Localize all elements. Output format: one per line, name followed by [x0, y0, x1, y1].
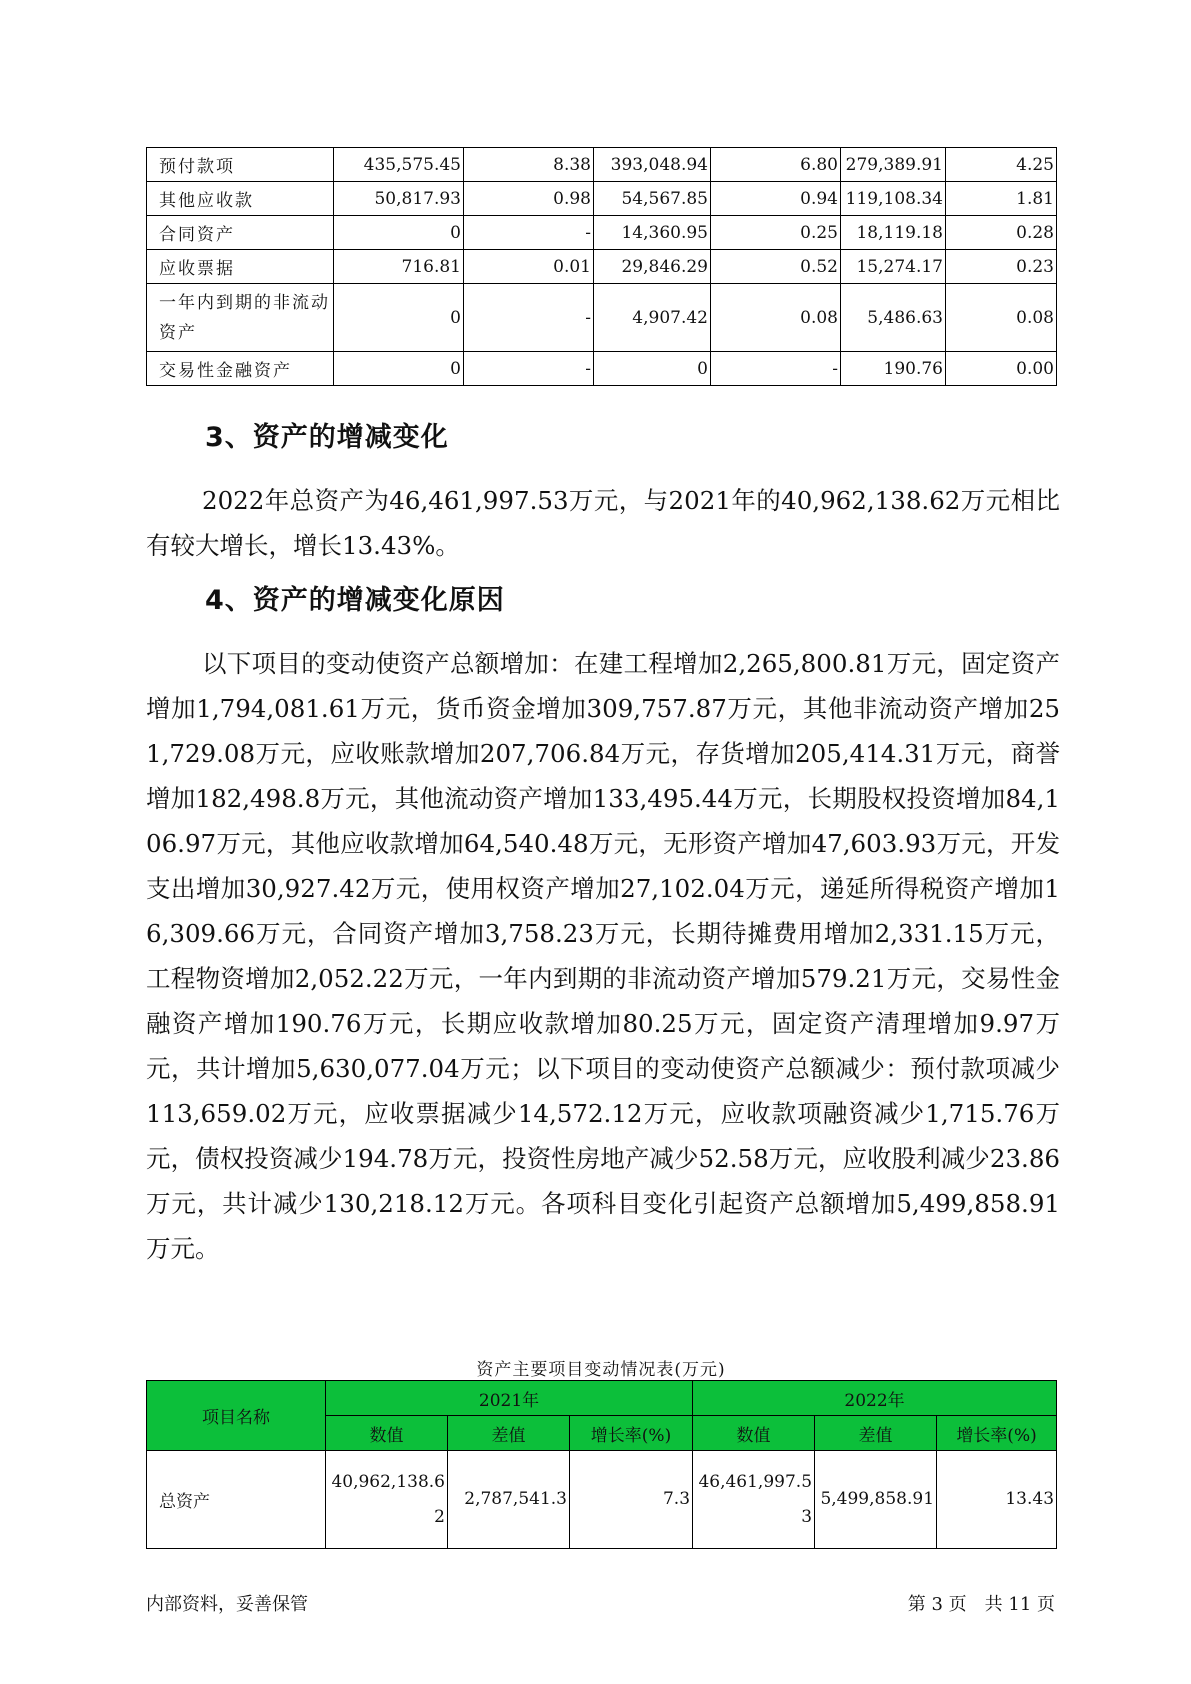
section-paragraph: 2022年总资产为46,461,997.53万元，与2021年的40,962,138.62万元相比有较大增长，增长13.43%。: [146, 486, 1060, 560]
row-name: 预付款项: [147, 148, 334, 182]
cell: -: [464, 216, 594, 250]
cell: -: [711, 352, 841, 386]
cell: 7.3: [570, 1451, 693, 1549]
cell: -: [464, 284, 594, 352]
table-header-row: [147, 1381, 1057, 1416]
table-row: [147, 1451, 1057, 1549]
cell: 5,486.63: [841, 284, 946, 352]
column-header: 2022年: [693, 1381, 1057, 1416]
cell: 54,567.85: [594, 182, 711, 216]
asset-change-table: [146, 1380, 1057, 1549]
cell: 0.00: [946, 352, 1057, 386]
row-name: 合同资产: [147, 216, 334, 250]
cell: 0: [334, 284, 464, 352]
cell: 4.25: [946, 148, 1057, 182]
column-header: 差值: [815, 1416, 937, 1451]
cell: 0.98: [464, 182, 594, 216]
section-heading: 3、资产的增减变化: [205, 422, 449, 453]
cell: 14,360.95: [594, 216, 711, 250]
cell: 18,119.18: [841, 216, 946, 250]
footer-confidential: 内部资料，妥善保管: [146, 1594, 308, 1615]
row-name: 总资产: [147, 1451, 326, 1549]
table-row: [147, 182, 1057, 216]
cell: 716.81: [334, 250, 464, 284]
section-heading: 4、资产的增减变化原因: [205, 585, 505, 616]
cell: 0.94: [711, 182, 841, 216]
table-row: [147, 148, 1057, 182]
cell: 46,461,997.53: [693, 1451, 815, 1549]
cell: 0.23: [946, 250, 1057, 284]
cell: 5,499,858.91: [815, 1451, 937, 1549]
table-row: [147, 352, 1057, 386]
cell: 0: [334, 216, 464, 250]
cell: 0: [594, 352, 711, 386]
table-row: [147, 250, 1057, 284]
row-name: 其他应收款: [147, 182, 334, 216]
table-row: [147, 284, 1057, 352]
cell: 2,787,541.3: [448, 1451, 570, 1549]
cell: 29,846.29: [594, 250, 711, 284]
cell: 190.76: [841, 352, 946, 386]
cell: -: [464, 352, 594, 386]
cell: 15,274.17: [841, 250, 946, 284]
row-name: 一年内到期的非流动资产: [147, 284, 334, 352]
cell: 1.81: [946, 182, 1057, 216]
column-header: 增长率(%): [937, 1416, 1057, 1451]
column-header: 数值: [326, 1416, 448, 1451]
table-row: [147, 216, 1057, 250]
cell: 13.43: [937, 1451, 1057, 1549]
cell: 0.25: [711, 216, 841, 250]
cell: 0.08: [711, 284, 841, 352]
cell: 8.38: [464, 148, 594, 182]
cell: 4,907.42: [594, 284, 711, 352]
cell: 0.52: [711, 250, 841, 284]
column-header: 增长率(%): [570, 1416, 693, 1451]
table-caption: 资产主要项目变动情况表(万元): [476, 1360, 726, 1380]
cell: 0.01: [464, 250, 594, 284]
cell: 0.28: [946, 216, 1057, 250]
cell: 0.08: [946, 284, 1057, 352]
cell: 279,389.91: [841, 148, 946, 182]
column-header: 差值: [448, 1416, 570, 1451]
section-paragraph: 以下项目的变动使资产总额增加：在建工程增加2,265,800.81万元，固定资产增加1,794,081.61万元，货币资金增加309,757.87万元，其他非流动资产增加251,729.08万元，应收账款增加207,706.84万元，存货增加205,414.31万元，商誉增加182,498.8万元，其他流动资产增加133,495.44万元，长期股权投资增加84,106.97万元，其他应收款增加64,540.48万元，无形资产增加47,603.93万元，开发支出增加30,927.42万元，使用权资产增加27,102.04万元，递延所得税资产增加16,309.66万元，合同资产增加3,758.23万元，长期待摊费用增加2,331.15万元，工程物资增加2,052.22万元，一年内到期的非流动资产增加579.21万元，交易性金融资产增加190.76万元，长期应收款增加80.25万元，固定资产清理增加9.97万元，共计增加5,630,077.04万元；以下项目的变动使资产总额减少：预付款项减少113,659.02万元，应收票据减少14,572.12万元，应收款项融资减少1,715.76万元，债权投资减少194.78万元，投资性房地产减少52.58万元，应收股利减少23.86万元，共计减少130,218.12万元。各项科目变化引起资产总额增加5,499,858.91万元。: [146, 649, 1060, 1263]
column-header: 项目名称: [147, 1381, 326, 1451]
cell: 50,817.93: [334, 182, 464, 216]
asset-items-table: [146, 147, 1057, 386]
cell: 393,048.94: [594, 148, 711, 182]
row-name: 应收票据: [147, 250, 334, 284]
cell: 0: [334, 352, 464, 386]
column-header: 2021年: [326, 1381, 693, 1416]
cell: 40,962,138.62: [326, 1451, 448, 1549]
cell: 435,575.45: [334, 148, 464, 182]
cell: 119,108.34: [841, 182, 946, 216]
cell: 6.80: [711, 148, 841, 182]
column-header: 数值: [693, 1416, 815, 1451]
page-number: 第 3 页 共 11 页: [907, 1594, 1055, 1615]
row-name: 交易性金融资产: [147, 352, 334, 386]
